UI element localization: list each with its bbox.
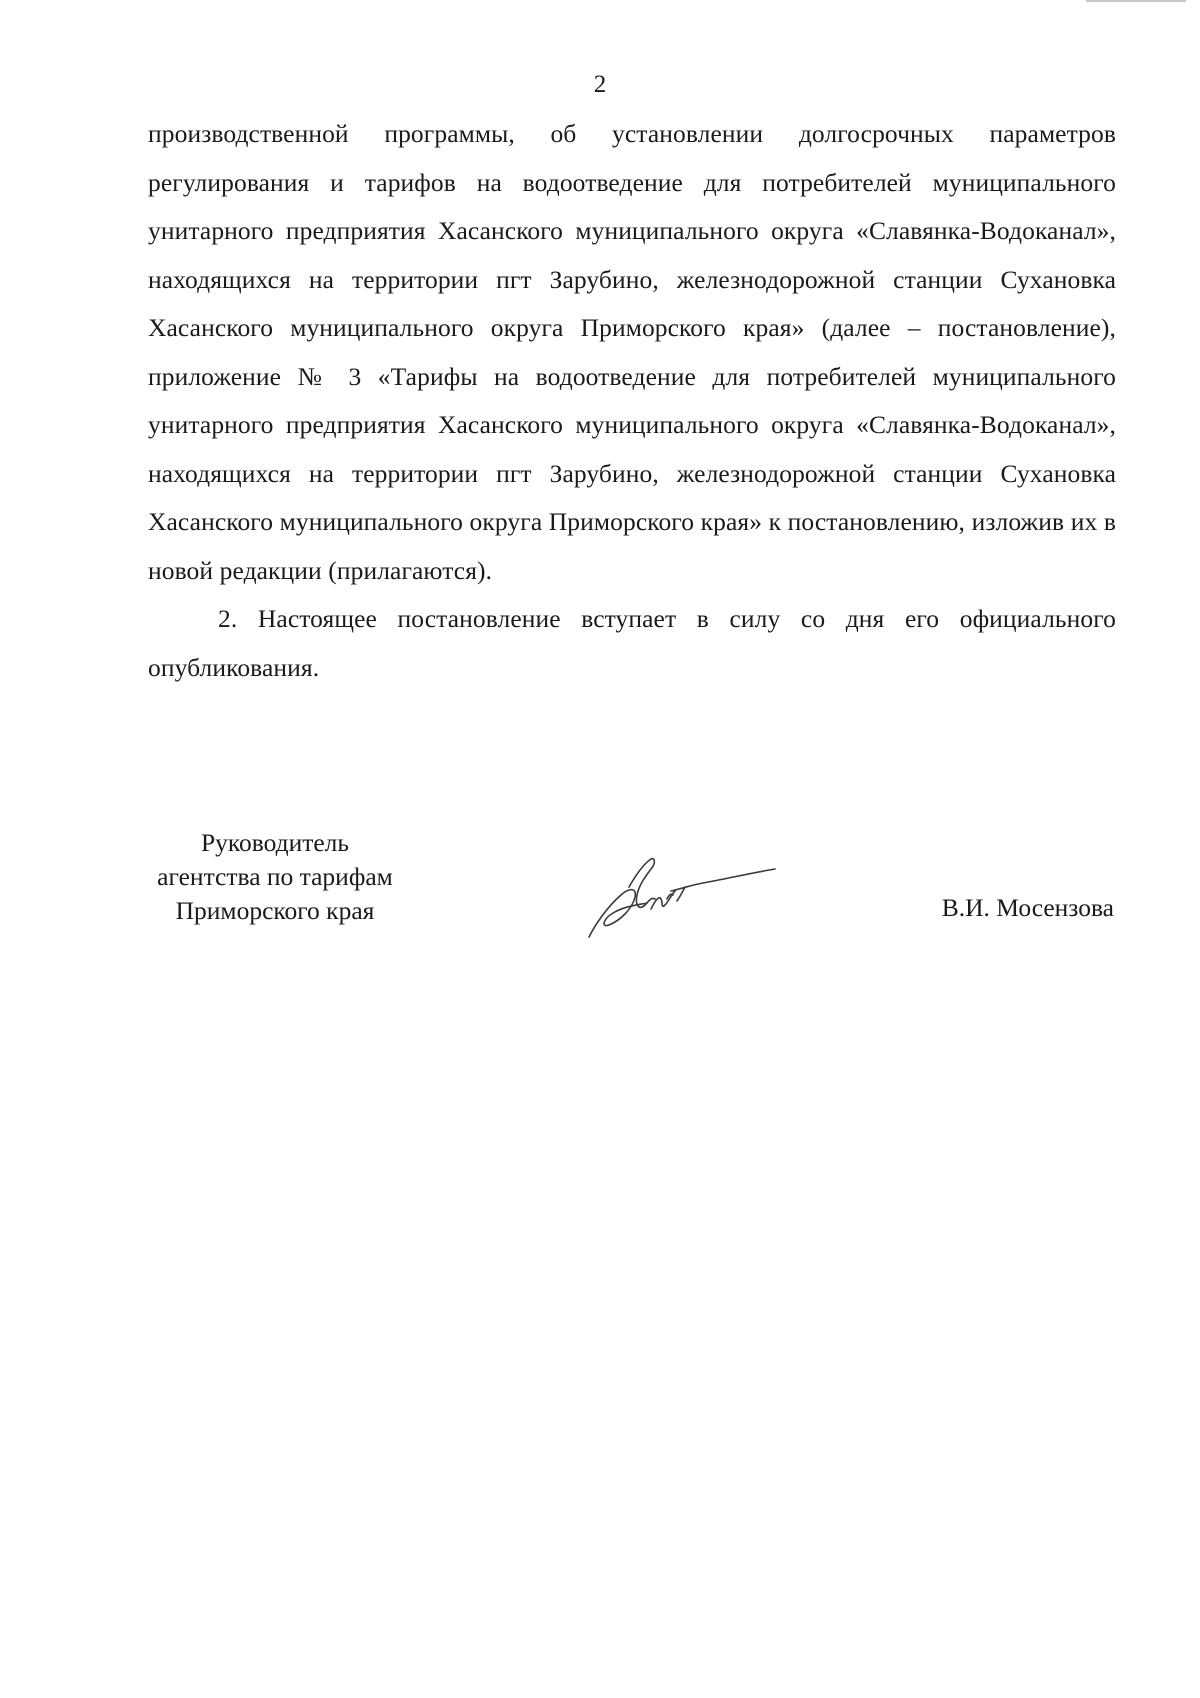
signatory-title-line: Приморского края: [175, 896, 375, 925]
paragraph-continuation: производственной программы, об установлении долгосрочных параметров регулирования и тарифов на водоотведение для потребителей муниципального унитарного предприятия Хасанского муниципального округа «Славянка-Водоканал», находящихся на территории пгт Зарубино, железнодорожной станции Сухановка Хасанского муниципального округа Приморского края» (далее – постановление), приложение № 3 «Тарифы на водоотведение для потребителей муниципального унитарного предприятия Хасанского муниципального округа «Славянка-Водоканал», находящихся на территории пгт Зарубино, железнодорожной станции Сухановка Хасанского муниципального округа Приморского края» к постановлению, изложив их в новой редакции (прилагаются).: [148, 119, 1116, 585]
signatory-title: [140, 826, 410, 928]
handwritten-signature: [585, 855, 785, 945]
scan-edge-mark: [1086, 0, 1186, 2]
signatory-title-line: агентства по тарифам: [157, 862, 393, 891]
document-body: [148, 110, 1116, 692]
signatory-title-line: Руководитель: [200, 828, 350, 857]
paragraph-effective-date: 2. Настоящее постановление вступает в силу со дня его официального опубликования.: [148, 604, 1116, 682]
signer-name: В.И. Мосензова: [941, 893, 1114, 922]
page-number: 2: [593, 71, 607, 98]
